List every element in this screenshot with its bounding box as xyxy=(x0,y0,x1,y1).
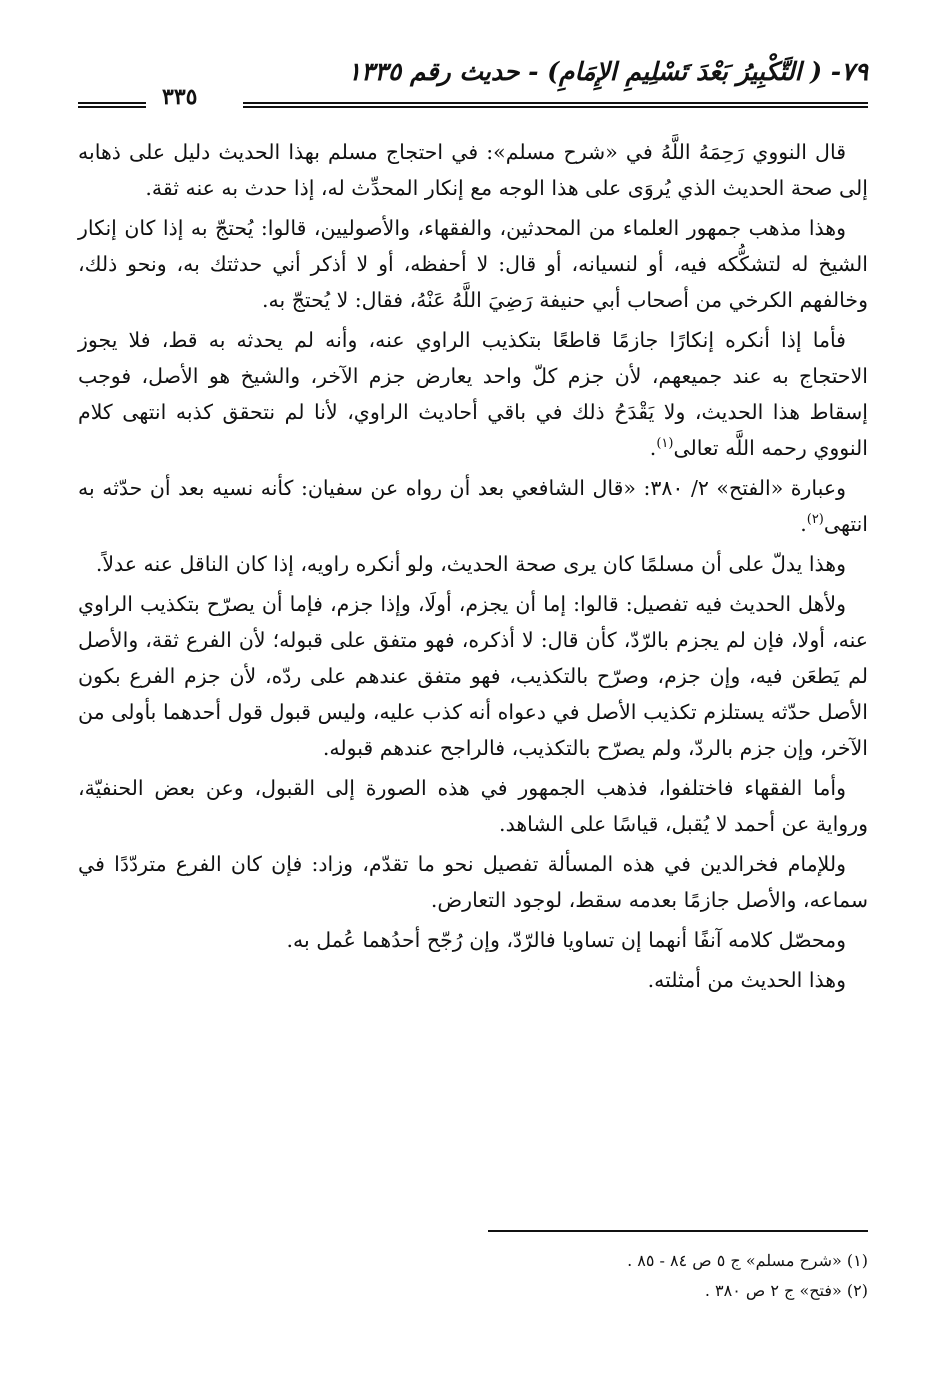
paragraph: وهذا يدلّ على أن مسلمًا كان يرى صحة الحديث، ولو أنكره راويه، إذا كان الناقل عنه عدلاً. xyxy=(95,552,846,576)
paragraph: قال النووي رَحِمَهُ اللَّهُ في «شرح مسلم»: في احتجاج مسلم بهذا الحديث دليل على ذهابه إلى صحة الحديث الذي يُروَى على هذا الوجه مع إنكار المحدِّث له، إذا حدث به عنه ثقة. xyxy=(78,140,868,200)
paragraph: وعبارة «الفتح» ٢/ ٣٨٠: «قال الشافعي بعد أن رواه عن سفيان: كأنه نسيه بعد أن حدّثه به انتهى$^{(٢)}$. xyxy=(78,476,868,536)
paragraph: وهذا مذهب جمهور العلماء من المحدثين، والفقهاء، والأصوليين، قالوا: يُحتجّ به إذا كان إنكار الشيخ له لتشكُّكه فيه، أو لنسيانه، أو قال: لا أحفظه، أو لا أذكر أني حدثتك به، ونحو ذلك، وخالفهم الكرخي من أصحاب أبي حنيفة رَضِيَ اللَّهُ عَنْهُ، فقال: لا يُحتجّ به. xyxy=(78,216,868,312)
paragraph: وللإمام فخرالدين في هذه المسألة تفصيل نحو ما تقدّم، وزاد: فإن كان الفرع متردّدًا في سماعه، والأصل جازمًا بعدمه سقط، لوجود التعارض. xyxy=(78,852,868,912)
footnote-item: (٢) «فتح» ج ٢ ص ٣٨٠ . xyxy=(704,1281,868,1300)
paragraph: وهذا الحديث من أمثلته. xyxy=(647,968,846,992)
main-text xyxy=(78,134,868,1002)
running-title: ٧٩- ( التَّكْبِيرُ بَعْدَ تَسْلِيمِ الإِمَامِ) - حديث رقم ١٣٣٥ xyxy=(347,57,868,86)
paragraph: ومحصّل كلامه آنفًا أنهما إن تساويا فالرّدّ، وإن رُجّح أحدُهما عُمل به. xyxy=(286,928,846,952)
footnote-ref[interactable]: (١) xyxy=(656,436,674,452)
paragraph: ولأهل الحديث فيه تفصيل: قالوا: إما أن يجزم، أولَا، وإذا جزم، فإما أن يصرّح بتكذيب الراوي عنه، أولا، فإن لم يجزم بالرّدّ، كأن قال: لا أذكره، فهو متفق على قبوله؛ لأن الفرع ثقة، والأصل لم يَطعَن فيه، وإن جزم، وصرّح بالتكذيب، فهو متفق عندهم على ردّه، لأن جزم الفرع بكون الأصل حدّثه يستلزم تكذيب الأصل في دعواه أنه كذب عليه، وليس قبول قول أحدهما بأولى من الآخر، وإن جزم بالردّ، ولم يصرّح بالتكذيب، فالراجح عندهم قبوله. xyxy=(78,592,868,760)
header-rule-short xyxy=(78,102,146,108)
footnote-item: (١) «شرح مسلم» ج ٥ ص ٨٤ - ٨٥ . xyxy=(627,1251,868,1270)
footnote-separator xyxy=(488,1230,868,1232)
header-rule xyxy=(243,102,868,108)
paragraph: فأما إذا أنكره إنكارًا جازمًا قاطعًا بتكذيب الراوي عنه، وأنه لم يحدثه به قط، فلا يجوز الاحتجاج به عند جميعهم، لأن جزم كلّ واحد يعارض جزم الآخر، والشيخ هو الأصل، فوجب إسقاط هذا الحديث، ولا يَقْدَحُ ذلك في باقي أحاديث الراوي، لأنا لم نتحقق كذبه انتهى كلام النووي رحمه اللَّه تعالى$^{(١)}$. xyxy=(78,328,868,460)
page-number: ٣٣٥ xyxy=(162,84,198,110)
footnotes xyxy=(78,1246,868,1306)
book-page xyxy=(78,50,868,1350)
paragraph: وأما الفقهاء فاختلفوا، فذهب الجمهور في هذه الصورة إلى القبول، وعن بعض الحنفيّة، ورواية عن أحمد لا يُقبل، قياسًا على الشاهد. xyxy=(78,776,868,836)
footnote-ref[interactable]: (٢) xyxy=(806,512,824,528)
page-header xyxy=(78,50,868,120)
